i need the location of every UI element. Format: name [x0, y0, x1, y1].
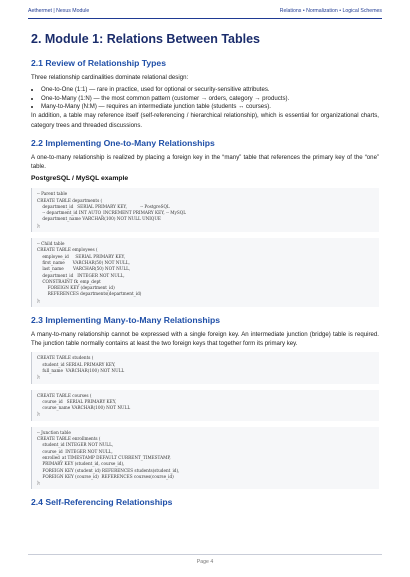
page-content — [31, 32, 379, 515]
section-2-2 — [31, 138, 379, 307]
section-2-4 — [31, 497, 379, 507]
cardinality-list — [31, 86, 379, 111]
code-block-employees: -- Child table CREATE TABLE employees ( employee_id SERIAL PRIMARY KEY, first_name VARCHAR(50) NOT NULL, last_name VARCHAR(50) NOT NULL, department_id INTEGER NOT NULL, CONSTRAINT fk_emp_dept FOREIGN KEY (department_id) REFERENCES departments(department_id) ); — [31, 238, 379, 307]
section-2-2-heading: 2.2 Implementing One-to-Many Relationships — [31, 137, 215, 148]
code-block-students: CREATE TABLE students ( student_id SERIAL PRIMARY KEY, full_name VARCHAR(100) NOT NULL ); — [31, 352, 379, 383]
module-title: 2. Module 1: Relations Between Tables — [31, 32, 260, 46]
section-2-1-outro: In addition, a table may reference itself (self-referencing / hierarchical relationship), which is essential for organizational charts, category trees and threaded discussions. — [31, 112, 379, 129]
page-number: Page 4 — [196, 559, 214, 565]
list-item: • Many-to-Many (N:M) — requires an intermediate junction table (students ↔ courses). — [41, 103, 379, 111]
section-2-3-heading: 2.3 Implementing Many-to-Many Relationships — [31, 314, 221, 325]
page-footer — [28, 554, 382, 571]
section-2-3-paragraph: A many-to-many relationship cannot be expressed with a single foreign key. An intermediate junction (bridge) table is required. The junction table normally contains at least the two foreign keys that together form its primary key. — [31, 330, 379, 348]
header-left: Aethermet | Nexus Module — [28, 8, 90, 14]
section-2-4-heading: 2.4 Self-Referencing Relationships — [31, 497, 173, 508]
header-right: Relations • Normalization • Logical Schemes — [279, 8, 382, 14]
example-subheading: PostgreSQL / MySQL example — [31, 175, 129, 183]
section-2-1-heading: 2.1 Review of Relationship Types — [31, 58, 166, 68]
list-item: • One-to-Many (1:N) — the most common pattern (customer → orders, category → products). — [41, 95, 379, 103]
section-2-1-intro: Three relationship cardinalities dominate relational design: — [31, 74, 189, 81]
code-block-enrollments: -- Junction table CREATE TABLE enrollments ( student_id INTEGER NOT NULL, course_id INTEGER NOT NULL, enrolled_at TIMESTAMP DEFAULT CURRENT_TIMESTAMP, PRIMARY KEY (student_id, course_id), FOREIGN KEY (student_id) REFERENCES students(student_id), FOREIGN KEY (course_id) REFERENCES courses(course_id) ); — [31, 427, 379, 490]
section-2-2-paragraph: A one-to-many relationship is realized by placing a foreign key in the “many” table that references the primary key of the “one” table. — [31, 153, 379, 171]
running-header — [28, 4, 382, 19]
section-2-1 — [31, 58, 379, 130]
code-block-courses: CREATE TABLE courses ( course_id SERIAL PRIMARY KEY, course_name VARCHAR(100) NOT NULL ); — [31, 390, 379, 421]
section-2-3 — [31, 315, 379, 489]
code-block-departments: -- Parent table CREATE TABLE departments ( department_id SERIAL PRIMARY KEY, -- PostgreSQL -- department_id INT AUTO_INCREMENT PRIMARY KEY, -- MySQL department_name VARCHAR(100) NOT NULL UNIQUE ); — [31, 188, 379, 232]
list-item: • One-to-One (1:1) — rare in practice, used for optional or security-sensitive attributes. — [41, 86, 379, 94]
